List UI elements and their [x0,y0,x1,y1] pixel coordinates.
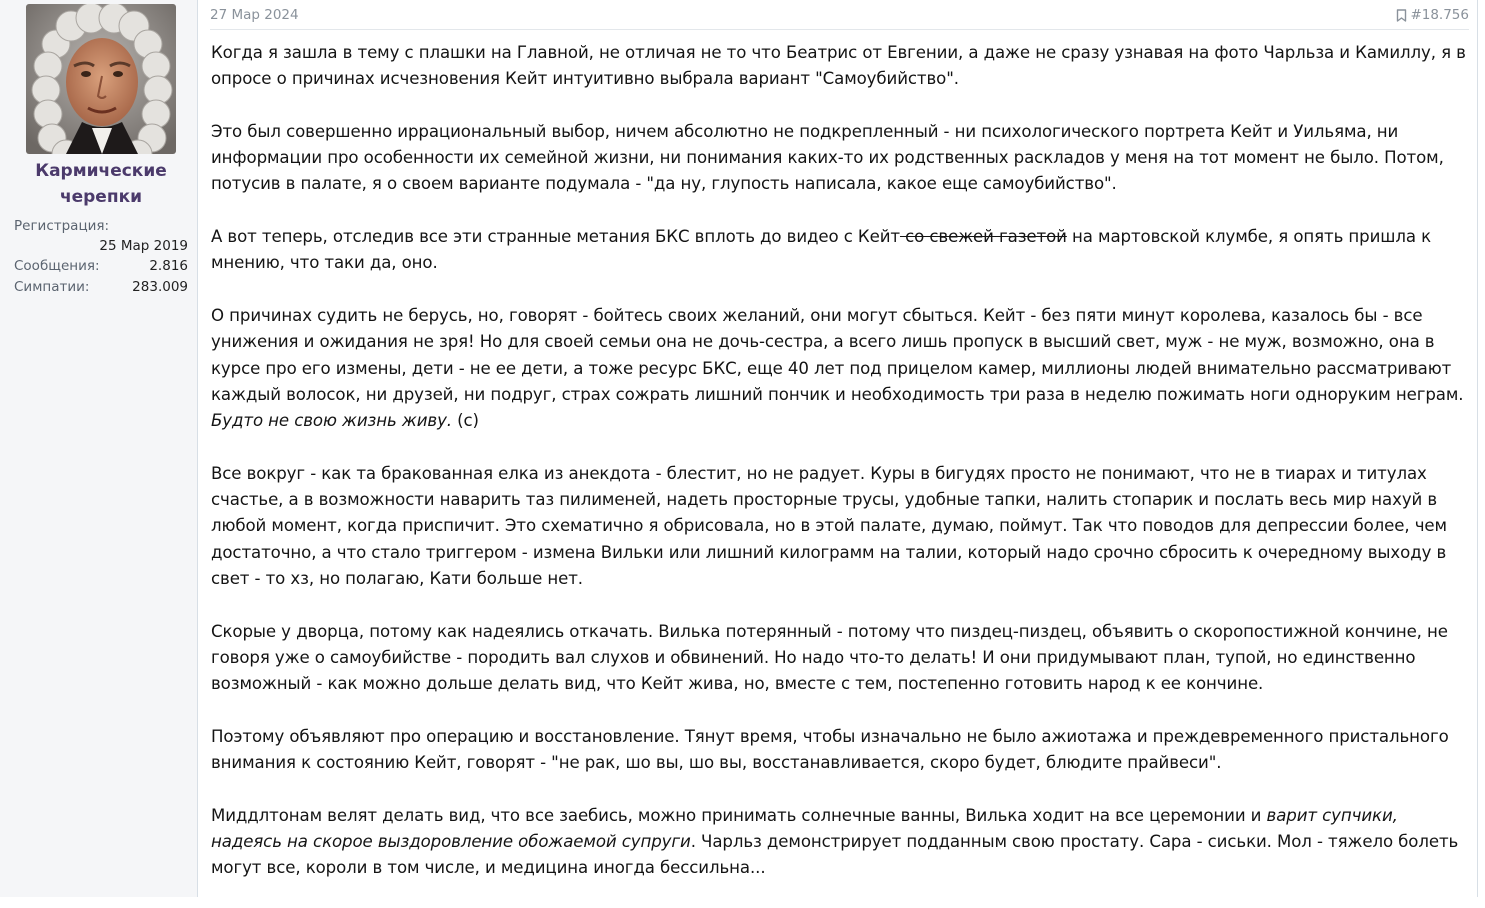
post-paragraph [211,803,1469,882]
messages-row [14,256,188,277]
italic-text: Будто не свою жизнь живу. [211,411,452,431]
post-paragraph: Поэтому объявляют про операцию и восстановление. Тянут время, чтобы изначально не было ажиотажа и преждевременного пристального внимания к состоянию Кейт, говорят - "не рак, шо вы, шо вы, восстанавливается, скоро будет, блюдите прайвеси". [211,726,1449,773]
messages-value[interactable]: 2.816 [149,258,188,274]
paragraph-text: (с) [451,411,479,431]
likes-row [14,277,188,298]
avatar[interactable] [26,4,176,154]
post-paragraph: Все вокруг - как та бракованная елка из анекдота - блестит, но не радует. Куры в бигудях просто не понимают, что не в тиарах и титулах счастье, а в возможности наварить таз пилименей, надеть просторные трусы, удобные тапки, налить стопарик и послать весь мир нахуй в любой момент, когда приспичит. Это схематично я обрисовала, но в этой палате, думаю, поймут. Так что поводов для депрессии более, чем достаточно, а что стало триггером - измена Вильки или лишний килограмм на талии, который надо срочно сбросить к очередному выходу в свет - то хз, но полагаю, Кати больше нет. [211,463,1447,588]
post-date[interactable]: 27 Мар 2024 [210,7,299,23]
paragraph-text: О причинах судить не берусь, но, говорят - бойтесь своих желаний, они могут сбыться. Кейт - без пяти минут королева, казалось бы - все унижения и ожидания не зря! Но для своей семьи она не дочь-сестра, а всего лишь пропуск в высший свет, муж - не муж, возможно, она в курсе про его измены, дети - не ее дети, а тоже ресурс БКС, еще 40 лет под прицелом камер, миллионы людей внимательно рассматривают каждый волосок, ни друзей, ни подруг, страх сожрать лишний пончик и необходимость три раза в неделю пожимать ноги одноруким неграм. [211,305,1464,404]
post-author-panel [0,0,198,897]
paragraph-text: на мартовской клумбе, я опять пришла к мнению, что таки да, оно. [211,227,1432,273]
post-paragraph: Это был совершенно иррациональный выбор, ничем абсолютно не подкрепленный - ни психологического портрета Кейт и Уильяма, ни информации про особенности их семейной жизни, ни понимания каких-то их родственных раскладов у меня на тот момент не было. Потом, потусив в палате, я о своем варианте подумала - "да ну, глупость написала, какое еще самоубийство". [211,121,1444,194]
strikethrough-text: со свежей газетой [899,227,1067,247]
messages-label: Сообщения: [14,258,100,274]
post-paragraph [211,224,1469,277]
likes-value: 283.009 [132,279,188,295]
paragraph-text: Миддлтонам велят делать вид, что все заебись, можно принимать солнечные ванны, Вилька ходит на все церемонии и [211,805,1267,825]
registration-value: 25 Мар 2019 [99,238,188,254]
registration-label: Регистрация: [14,218,110,234]
likes-label: Симпатии: [14,279,90,295]
post-paragraph [211,303,1469,434]
author-stats [14,216,188,298]
post-number-link[interactable] [1396,7,1469,23]
author-username[interactable]: Кармические черепки [35,161,167,207]
post-number[interactable]: #18.756 [1410,7,1469,23]
post-header [210,5,1469,30]
post-paragraph: Когда я зашла в тему с плашки на Главной, не отличая не то что Беатрис от Евгении, а даже не сразу узнавая на фото Чарльза и Камиллу, я в опросе о причинах исчезновения Кейт интуитивно выбрала вариант "Самоубийство". [211,43,1466,89]
post-paragraph: Скорые у дворца, потому как надеялись откачать. Вилька потерянный - потому что пиздец-пиздец, объявить о скоропостижной кончине, не говоря уже о самоубийстве - породить вал слухов и обвинений. Но надо что-то делать! И они придумывают план, тупой, но единственно возможный - как можно дольше делать вид, что Кейт жива, но, вместе с тем, постепенно готовить народ к ее кончине. [211,621,1448,694]
paragraph-text: А вот теперь, отследив все эти странные метания БКС вплоть до видео с Кейт [211,227,900,247]
post-content [211,40,1469,908]
italic-text: варит супчики, надеясь на скорое выздоровление обожаемой супруги [211,805,1398,851]
bookmark-icon[interactable] [1396,9,1407,22]
post-main [198,0,1477,897]
avatar-judge-wig-icon [26,4,176,154]
paragraph-text: . Чарльз демонстрирует подданным свою простату. Сара - сиськи. Мол - тяжело болеть могут все, короли в том числе, и медицина иногда бессильна... [211,831,1459,878]
